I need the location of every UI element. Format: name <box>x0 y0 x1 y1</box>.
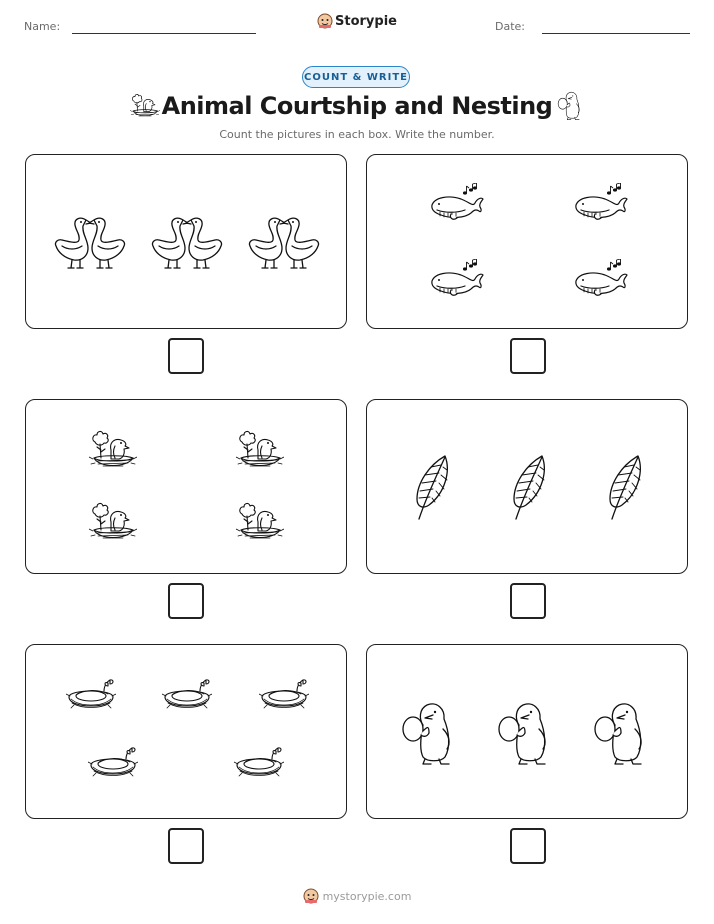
nest-icon <box>259 677 309 715</box>
page-title: Animal Courtship and Nesting <box>161 92 553 120</box>
count-write-badge: COUNT & WRITE <box>302 66 410 88</box>
name-line[interactable] <box>72 33 256 34</box>
feather-icon <box>411 453 451 523</box>
answer-box-1[interactable] <box>168 338 204 374</box>
count-box-2 <box>366 154 688 329</box>
feather-icon <box>604 453 644 523</box>
answer-box-6[interactable] <box>510 828 546 864</box>
swan-pair-icon <box>52 210 128 274</box>
singing-whale-icon <box>429 183 485 223</box>
nest-icon <box>162 677 212 715</box>
footer <box>0 888 714 904</box>
name-label: Name: <box>24 20 61 33</box>
answer-box-2[interactable] <box>510 338 546 374</box>
nest-icon <box>88 745 138 783</box>
swan-pair-icon <box>149 210 225 274</box>
singing-whale-icon <box>573 259 629 299</box>
brand-name: Storypie <box>335 14 397 29</box>
nest-icon <box>66 677 116 715</box>
count-box-3 <box>25 399 347 574</box>
feather-icon <box>508 453 548 523</box>
count-box-5 <box>25 644 347 819</box>
brand-logo <box>0 13 714 29</box>
storypie-mascot-icon <box>303 888 319 904</box>
penguin-egg-icon <box>399 699 459 769</box>
instructions: Count the pictures in each box. Write the number. <box>219 128 495 141</box>
penguin-egg-icon <box>495 699 555 769</box>
count-box-4 <box>366 399 688 574</box>
eagle-nest-icon <box>89 428 137 472</box>
swan-pair-icon <box>246 210 322 274</box>
answer-box-3[interactable] <box>168 583 204 619</box>
singing-whale-icon <box>573 183 629 223</box>
storypie-mascot-icon <box>317 13 333 29</box>
penguin-egg-icon <box>591 699 651 769</box>
count-box-1 <box>25 154 347 329</box>
eagle-nest-icon <box>89 500 137 544</box>
answer-box-4[interactable] <box>510 583 546 619</box>
footer-url[interactable]: mystorypie.com <box>322 890 412 903</box>
eagle-nest-icon <box>236 500 284 544</box>
date-label: Date: <box>495 20 525 33</box>
singing-whale-icon <box>429 259 485 299</box>
date-line[interactable] <box>542 33 690 34</box>
eagle-nest-icon <box>236 428 284 472</box>
penguin-egg-icon <box>556 90 584 122</box>
nest-icon <box>234 745 284 783</box>
answer-box-5[interactable] <box>168 828 204 864</box>
count-box-6 <box>366 644 688 819</box>
